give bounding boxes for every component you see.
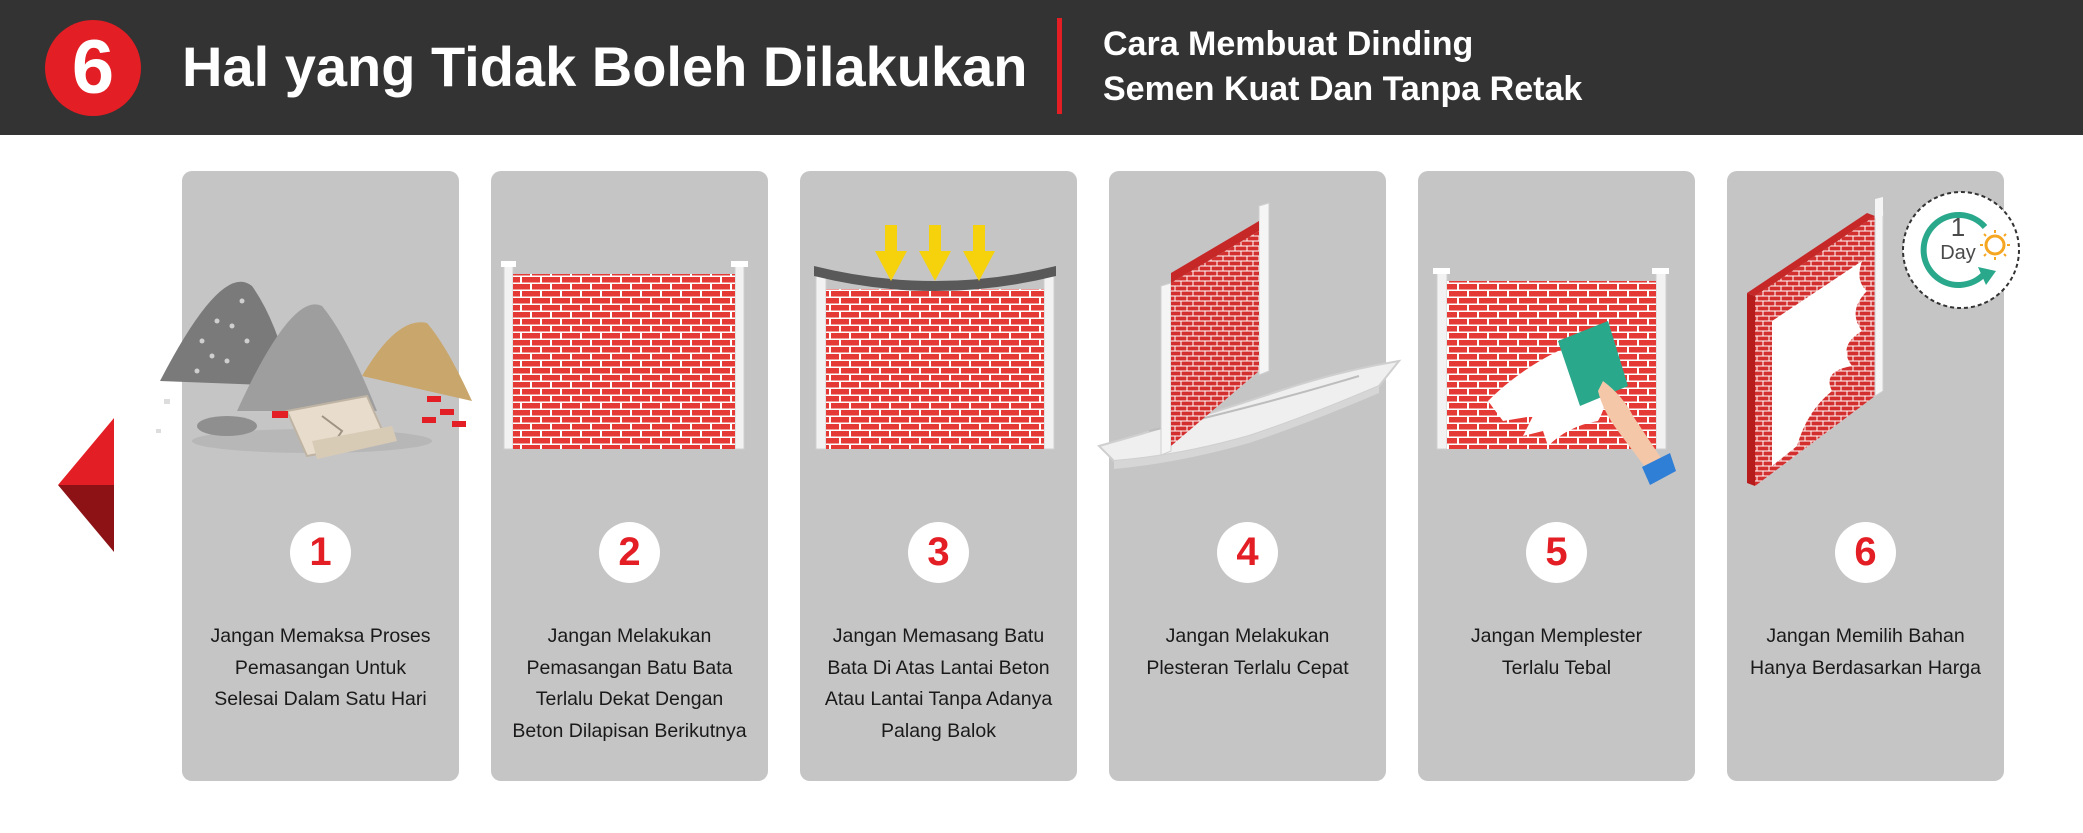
- previous-arrow-icon[interactable]: [58, 418, 114, 552]
- description-line: Jangan Melakukan: [1165, 625, 1330, 647]
- step-number: 6: [1835, 522, 1896, 583]
- description-line: Jangan Melakukan: [547, 625, 712, 647]
- material-piles-icon: [182, 171, 482, 501]
- card-5: [1418, 171, 1695, 781]
- step-number: 2: [599, 522, 660, 583]
- header-bar: [0, 0, 2083, 135]
- count-badge: 6: [45, 20, 141, 116]
- description-line: Pemasangan Batu Bata: [526, 656, 733, 679]
- day-badge-number: 1: [1950, 212, 1966, 242]
- step-number: 3: [908, 522, 969, 583]
- header-divider: [1057, 18, 1062, 114]
- step-number: 4: [1217, 522, 1278, 583]
- card-1: [182, 171, 459, 781]
- card-4: [1109, 171, 1386, 781]
- description-line: Palang Balok: [881, 719, 996, 742]
- description-line: Selesai Dalam Satu Hari: [214, 688, 427, 710]
- card-2: [491, 171, 768, 781]
- step-description: [1426, 621, 1687, 684]
- subtitle-line-1: Cara Membuat Dinding: [1103, 25, 1474, 63]
- subtitle-line-2: Semen Kuat Dan Tanpa Retak: [1103, 70, 1583, 108]
- bent-beam-wall-icon: [800, 171, 1077, 501]
- page-subtitle: [1103, 22, 1582, 112]
- description-line: Beton Dilapisan Berikutnya: [512, 719, 747, 742]
- plastering-trowel-icon: [1418, 171, 1695, 511]
- step-number: 5: [1526, 522, 1587, 583]
- brick-wall-icon: [491, 171, 768, 501]
- card-6: [1727, 171, 2004, 781]
- description-line: Hanya Berdasarkan Harga: [1750, 656, 1981, 679]
- step-description: [1735, 621, 1996, 684]
- step-description: [499, 621, 760, 747]
- description-line: Jangan Memilih Bahan: [1766, 625, 1965, 647]
- step-description: [1117, 621, 1378, 684]
- description-line: Terlalu Dekat Dengan: [535, 688, 724, 710]
- step-description: [808, 621, 1069, 747]
- wall-on-floor-icon: [1109, 171, 1409, 501]
- description-line: Jangan Memaksa Proses: [210, 625, 431, 647]
- description-line: Atau Lantai Tanpa Adanya: [824, 688, 1053, 710]
- description-line: Pemasangan Untuk: [234, 656, 407, 679]
- page-title: Hal yang Tidak Boleh Dilakukan: [182, 35, 1028, 98]
- description-line: Jangan Memplester: [1470, 625, 1643, 647]
- step-number: 1: [290, 522, 351, 583]
- description-line: Terlalu Tebal: [1501, 656, 1612, 679]
- description-line: Bata Di Atas Lantai Beton: [827, 656, 1050, 679]
- day-badge-label: Day: [1940, 242, 1976, 264]
- description-line: Plesteran Terlalu Cepat: [1146, 656, 1349, 679]
- step-description: [190, 621, 451, 716]
- card-3: [800, 171, 1077, 781]
- description-line: Jangan Memasang Batu: [832, 625, 1045, 647]
